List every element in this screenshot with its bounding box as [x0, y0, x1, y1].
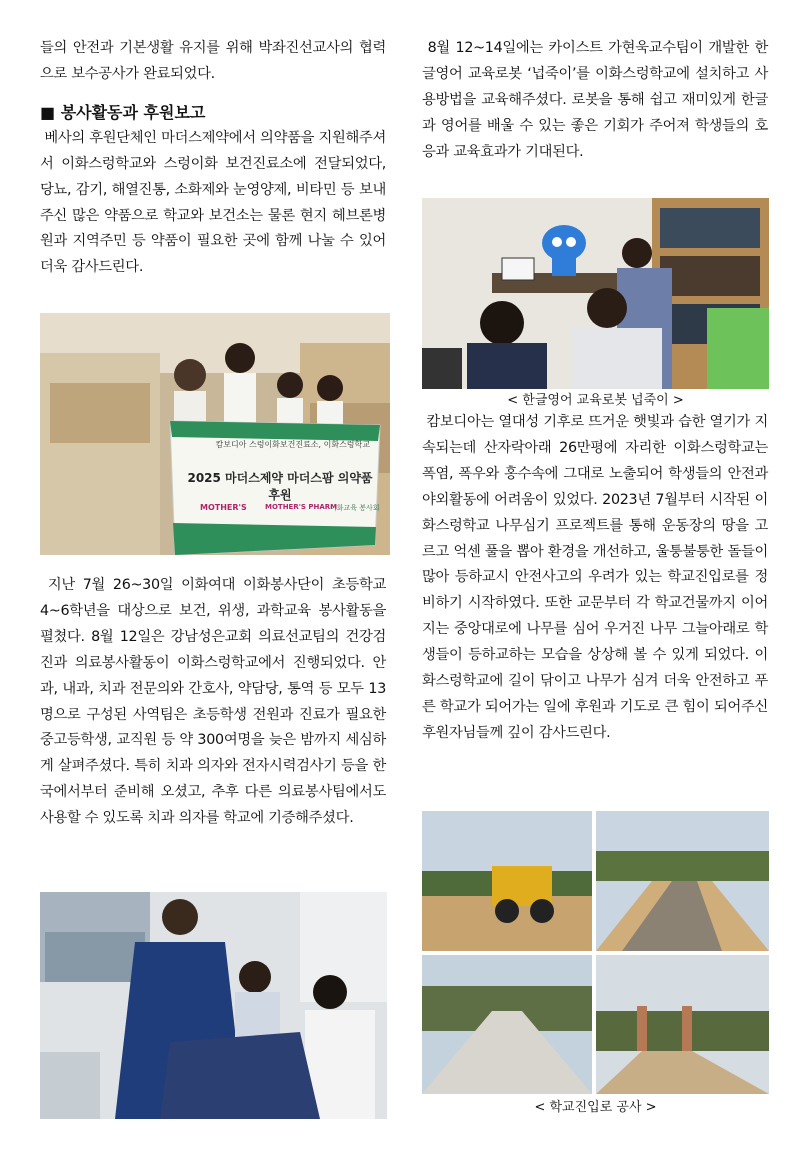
- banner-logo-mothers: MOTHER'S: [200, 503, 247, 512]
- robot-photo: [422, 198, 769, 389]
- donation-photo: [40, 313, 390, 555]
- volunteer-paragraph: 지난 7월 26~30일 이화여대 이화봉사단이 초등학교 4~6학년을 대상으로 보건, 위생, 과학교육 봉사활동을 펼쳤다. 8월 12일은 강남성은교회 의료선교팀의 건강검진과 의료봉사활동이 이화스렁학교에서 진행되었다. 안과, 내과, 치과 전문의와 간호사, 약담당, 통역 등 모두 13명으로 구성된 사역팀은 초등학생 전원과 진료가 필요한 중고등학생, 교직원 등 약 300여명을 늦은 밤까지 세심하게 살펴주셨다. 특히 치과 의자와 전자시력검사기 등을 한국에서부터 준비해 오셨고, 추후 다른 의료봉사팀에서도 사용할 수 있도록 치과 의자를 학교에 기증해주셨다.: [40, 577, 391, 827]
- left-column-lower: [40, 573, 391, 832]
- banner-title: 2025 마더스제약 마더스팜 의약품 후원: [187, 471, 373, 502]
- dental-photo-illustration: [40, 892, 387, 1119]
- banner-logo-ewha: 이화교육 봉사회: [330, 504, 380, 512]
- left-column: [40, 36, 391, 281]
- robot-photo-illustration: [422, 198, 769, 389]
- road-caption: < 학교진입로 공사 >: [534, 1100, 657, 1115]
- road-photo-illustration: [422, 811, 769, 1094]
- road-paragraph: 캄보디아는 열대성 기후로 뜨거운 햇빛과 습한 열기가 지속되는데 산자락아래 26만평에 자리한 이화스렁학교는 폭염, 폭우와 홍수속에 그대로 노출되어 학생들의 안전과 야외활동에 어려움이 있었다. 2023년 7월부터 시작된 이화스렁학교 나무심기 프로젝트를 통해 운동장의 땅을 고르고 억센 풀을 뽑아 환경을 개선하고, 울퉁불퉁한 돌들이 많아 등하교시 안전사고의 우려가 있는 학교진입로를 정비하기 시작하였다. 또한 교문부터 각 학교건물까지 이어지는 중앙대로에 나무를 심어 우거진 나무 그늘아래로 학생들이 등하교하는 모습을 상상해 볼 수 있게 되었다. 이화스렁학교에 길이 닦이고 나무가 심겨 더욱 안전하고 푸른 학교가 되어가는 일에 후원과 기도로 큰 힘이 되어주신 후원자님들께 깊이 감사드린다.: [422, 414, 773, 741]
- robot-caption: < 한글영어 교육로봇 넙죽이 >: [507, 393, 684, 408]
- dental-photo: [40, 892, 387, 1119]
- intro-paragraph: 들의 안전과 기본생활 유지를 위해 박좌진선교사의 협력으로 보수공사가 완료되었다.: [40, 40, 386, 82]
- donation-paragraph: 베사의 후원단체인 마더스제약에서 의약품을 지원해주셔서 이화스렁학교와 스렁이화 보건진료소에 전달되었다, 당뇨, 감기, 해열진통, 소화제와 눈영양제, 비타민 등 보내주신 많은 약품으로 학교와 보건소는 물론 현지 헤브론병원과 지역주민 등 약품이 필요한 곳에 함께 나눌 수 있어 더욱 감사드린다.: [40, 129, 391, 276]
- banner-logo-mothers-pharm: MOTHER'S PHARM: [265, 503, 338, 511]
- right-column-lower: [422, 410, 773, 747]
- road-photo-collage: [422, 811, 769, 1094]
- section-heading: ■ 봉사활동과 후원보고: [40, 102, 206, 122]
- banner-subtitle: 캄보디아 스렁이화보건진료소, 이화스렁학교: [215, 440, 370, 449]
- right-column: [422, 36, 768, 166]
- donation-photo-illustration: [40, 313, 390, 555]
- robot-paragraph: 8월 12~14일에는 카이스트 가현욱교수팀이 개발한 한글영어 교육로봇 ‘넙죽이’를 이화스렁학교에 설치하고 사용방법을 교육해주셨다. 로봇을 통해 쉽고 재미있게 한글과 영어를 배울 수 있는 좋은 기회가 주어져 학생들의 호응과 교육효과가 기대된다.: [422, 40, 768, 160]
